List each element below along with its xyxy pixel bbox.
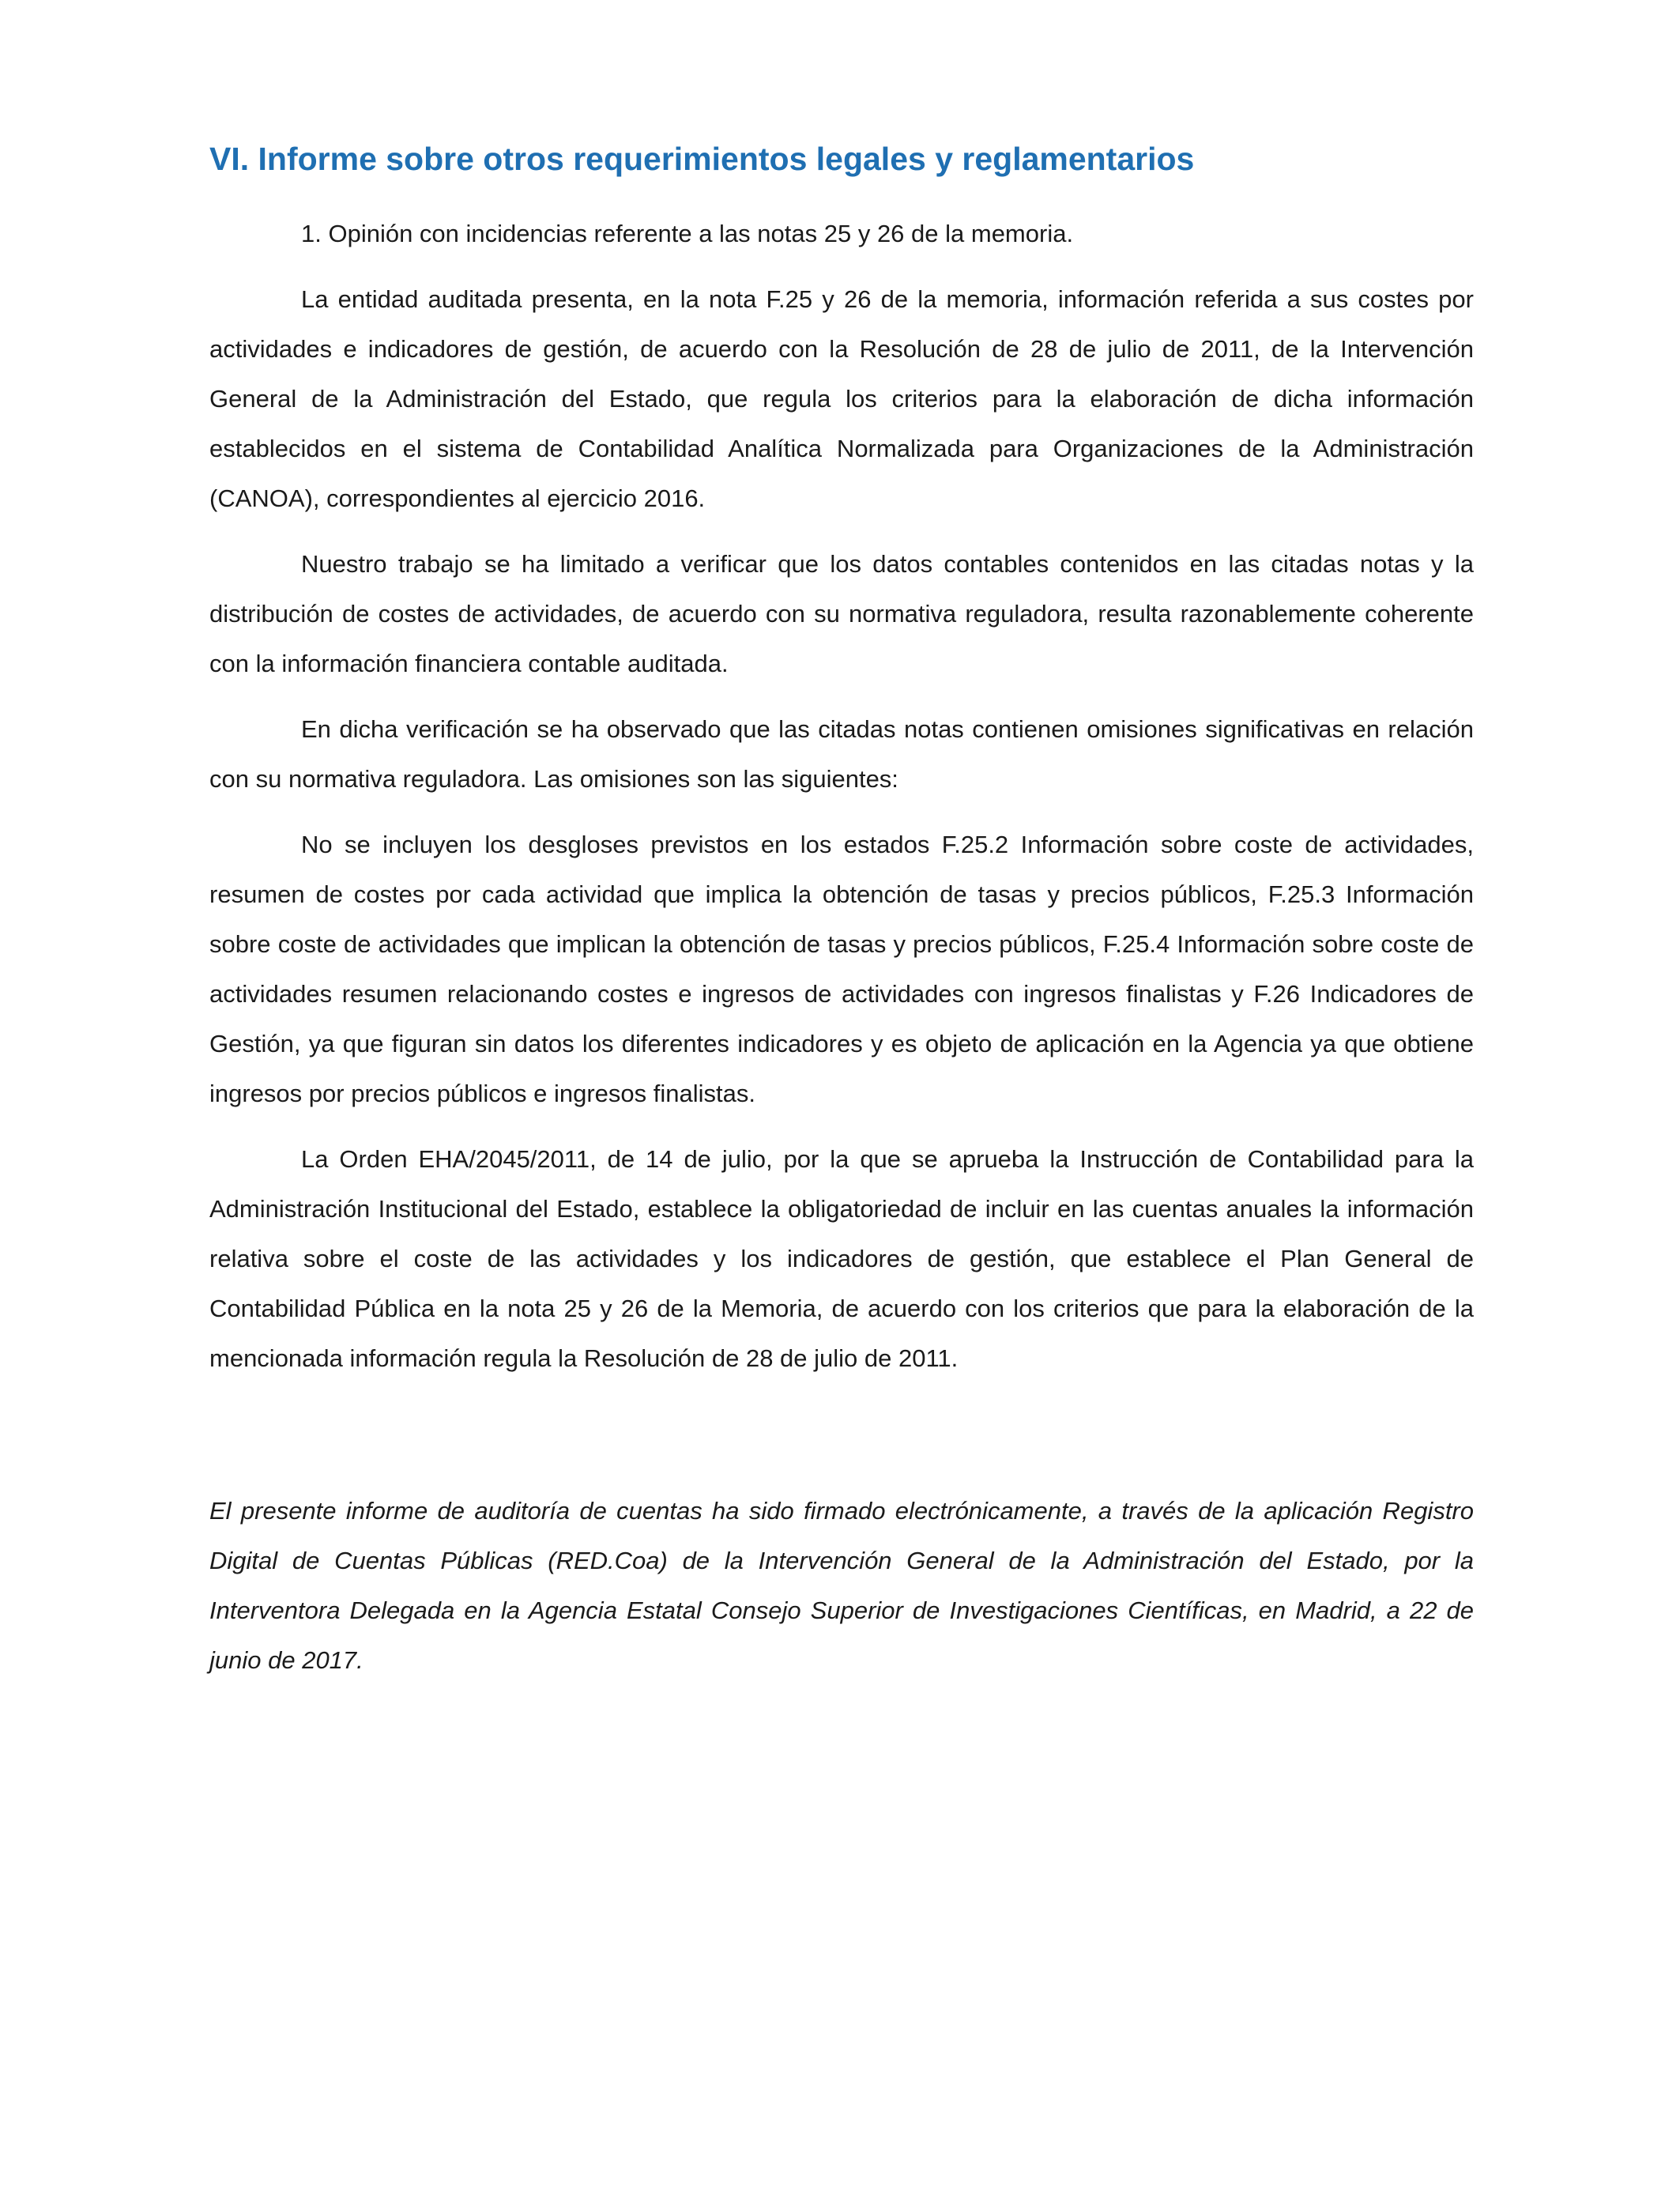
paragraph-legal-basis: La Orden EHA/2045/2011, de 14 de julio, por la que se aprueba la Instrucción de Contabilidad para la Administración Institucional del Estado, establece la obligatoriedad de incluir en las cuentas anuales la información relativa sobre el coste de las actividades y los indicadores de gestión, que establece el Plan General de Contabilidad Pública en la nota 25 y 26 de la Memoria, de acuerdo con los criterios que para la elaboración de la mencionada información regula la Resolución de 28 de julio de 2011. <box>209 1145 1474 1373</box>
signature-note: El presente informe de auditoría de cuentas ha sido firmado electrónicamente, a través de la aplicación Registro Digital de Cuentas Públicas (RED.Coa) de la Intervención General de la Administración del Estado, por la Interventora Delegada en la Agencia Estatal Consejo Superior de Investigaciones Científicas, en Madrid, a 22 de junio de 2017. <box>209 1497 1474 1675</box>
subheading-opinion: 1. Opinión con incidencias referente a las notas 25 y 26 de la memoria. <box>301 220 1074 248</box>
paragraph-omissions-detail: No se incluyen los desgloses previstos en los estados F.25.2 Información sobre coste de actividades, resumen de costes por cada actividad que implica la obtención de tasas y precios públicos, F.25.3 Información sobre coste de actividades que implican la obtención de tasas y precios públicos, F.25.4 Información sobre coste de actividades resumen relacionando costes e ingresos de actividades con ingresos finalistas y F.26 Indicadores de Gestión, ya que figuran sin datos los diferentes indicadores y es objeto de aplicación en la Agencia ya que obtiene ingresos por precios públicos e ingresos finalistas. <box>209 831 1474 1108</box>
paragraph-scope: Nuestro trabajo se ha limitado a verificar que los datos contables contenidos en las citadas notas y la distribución de costes de actividades, de acuerdo con su normativa reguladora, resulta razonablemente coherente con la información financiera contable auditada. <box>209 550 1474 678</box>
document-page <box>209 138 1474 1685</box>
section-title: VI. Informe sobre otros requerimientos legales y reglamentarios <box>209 141 1195 177</box>
paragraph-omissions-intro: En dicha verificación se ha observado que las citadas notas contienen omisiones significativas en relación con su normativa reguladora. Las omisiones son las siguientes: <box>209 715 1474 794</box>
paragraph-entity-info: La entidad auditada presenta, en la nota F.25 y 26 de la memoria, información referida a sus costes por actividades e indicadores de gestión, de acuerdo con la Resolución de 28 de julio de 2011, de la Intervención General de la Administración del Estado, que regula los criterios para la elaboración de dicha información establecidos en el sistema de Contabilidad Analítica Normalizada para Organizaciones de la Administración (CANOA), correspondientes al ejercicio 2016. <box>209 285 1474 513</box>
